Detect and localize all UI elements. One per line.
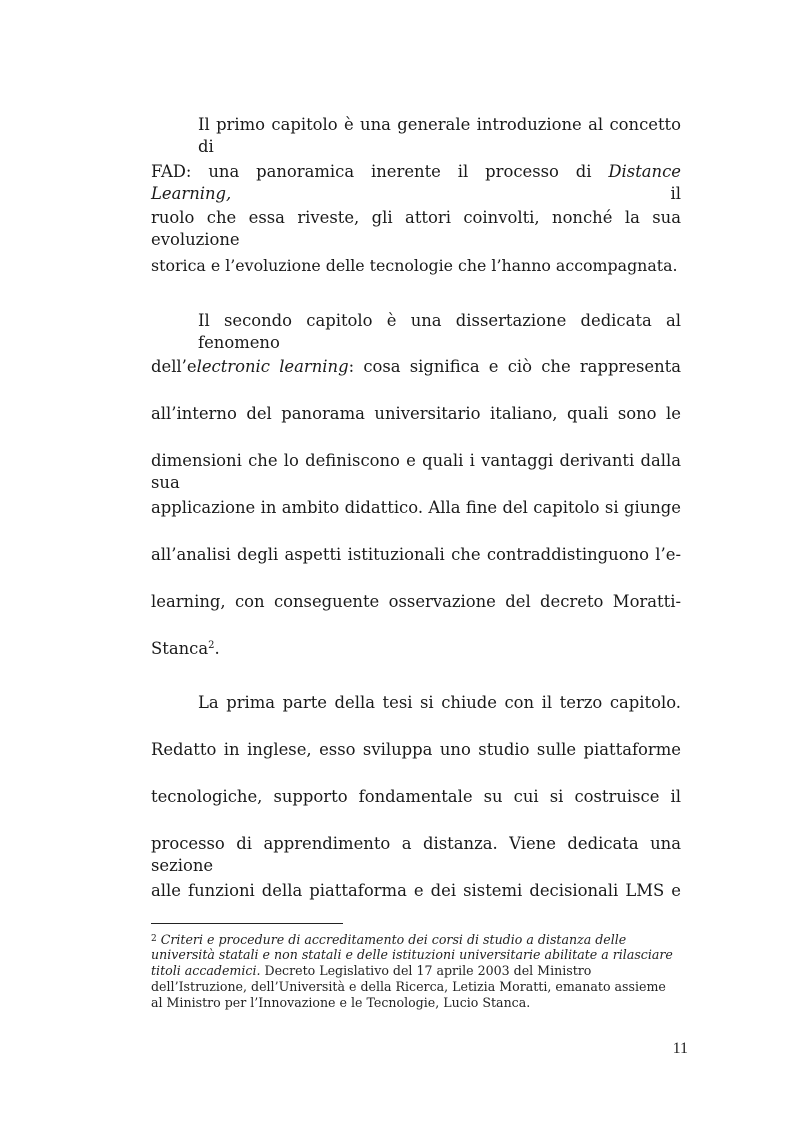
paragraph-1-line-1: Il primo capitolo è una generale introduzione al concetto di <box>198 115 681 156</box>
footnote-number: 2 <box>151 934 157 944</box>
paragraph-2-line-4: dimensioni che lo definiscono e quali i vantaggi derivanti dalla sua <box>151 451 681 492</box>
paragraph-3-line-1: La prima parte della tesi si chiude con il terzo capitolo. <box>198 693 681 712</box>
paragraph-2-line-6: all’analisi degli aspetti istituzionali che contraddistinguono l’e- <box>151 545 681 564</box>
paragraph-3-line-4: processo di apprendimento a distanza. Viene dedicata una sezione <box>151 834 681 875</box>
paragraph-2-line-8: Stanca$^2$. <box>151 639 220 658</box>
paragraph-2-line-3: all’interno del panorama universitario italiano, quali sono le <box>151 404 681 423</box>
footnote-separator <box>151 923 343 924</box>
paragraph-1-line-4: storica e l’evoluzione delle tecnologie che l’hanno accompagnata. <box>151 256 678 275</box>
paragraph-2-line-1: Il secondo capitolo è una dissertazione dedicata al fenomeno <box>198 311 681 352</box>
electronic-learning-term: lectronic learning <box>196 357 349 376</box>
distance-learning-term: Distance Learning, <box>151 162 681 203</box>
footnote-line-2: università statali e non statali e delle istituzioni universitarie abilitate a rilasciare <box>151 947 673 962</box>
footnote-line-4: dell’Istruzione, dell’Università e della Ricerca, Letizia Moratti, emanato assieme <box>151 979 666 994</box>
paragraph-2-line-5: applicazione in ambito didattico. Alla fine del capitolo si giunge <box>151 498 681 517</box>
footnote-line-3: titoli accademici. Decreto Legislativo del 17 aprile 2003 del Ministro <box>151 963 592 978</box>
paragraph-3-line-3: tecnologiche, supporto fondamentale su cui si costruisce il <box>151 787 681 806</box>
paragraph-3-line-2: Redatto in inglese, esso sviluppa uno studio sulle piattaforme <box>151 740 681 759</box>
page-number: 11 <box>672 1040 688 1057</box>
footnote-line-5: al Ministro per l’Innovazione e le Tecnologie, Lucio Stanca. <box>151 995 531 1010</box>
footnote-line-1: $^2$ Criteri e procedure di accreditamento dei corsi di studio a distanza delle <box>151 932 627 947</box>
paragraph-2-line-7: learning, con conseguente osservazione del decreto Moratti- <box>151 592 681 611</box>
paragraph-1-line-2: FAD: una panoramica inerente il processo di Distance Learning, il <box>151 162 681 203</box>
paragraph-2-line-2: dell’electronic learning: cosa significa e ciò che rappresenta <box>151 357 682 376</box>
paragraph-1-line-3: ruolo che essa riveste, gli attori coinvolti, nonché la sua evoluzione <box>151 208 681 249</box>
paragraph-3-line-5: alle funzioni della piattaforma e dei sistemi decisionali LMS e <box>151 881 681 900</box>
footnote-reference[interactable]: 2 <box>208 640 215 651</box>
